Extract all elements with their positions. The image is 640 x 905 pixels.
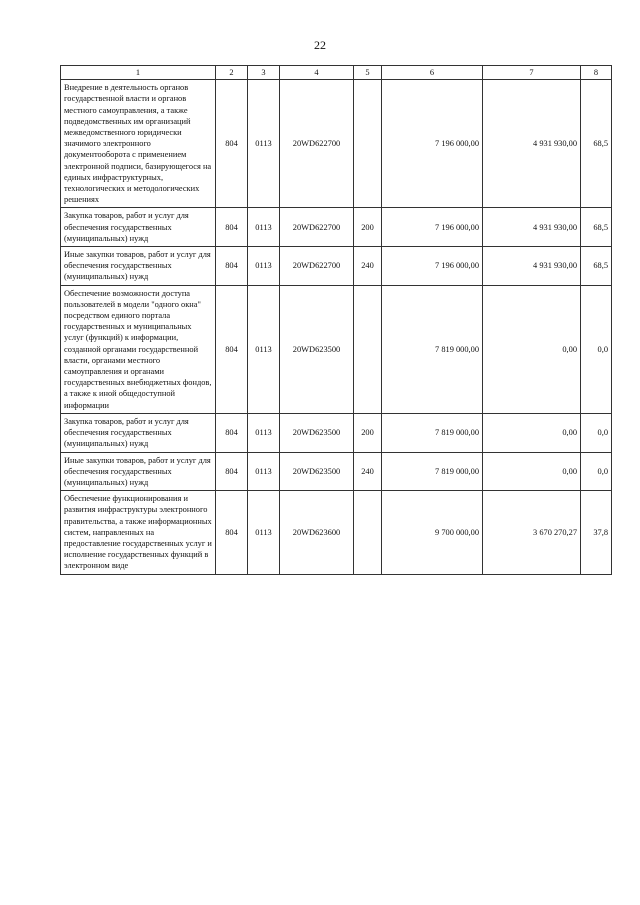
row-grbs: 804 xyxy=(216,80,248,208)
row-expense-type xyxy=(354,285,382,413)
row-section: 0113 xyxy=(248,452,280,491)
row-grbs: 804 xyxy=(216,452,248,491)
row-fact: 0,00 xyxy=(483,285,581,413)
table-row xyxy=(61,491,612,574)
header-row xyxy=(61,66,612,80)
row-fact: 4 931 930,00 xyxy=(483,80,581,208)
column-header: 6 xyxy=(382,66,483,80)
row-grbs: 804 xyxy=(216,208,248,247)
row-expense-type: 240 xyxy=(354,452,382,491)
row-plan: 7 196 000,00 xyxy=(382,247,483,286)
row-grbs: 804 xyxy=(216,285,248,413)
row-plan: 7 819 000,00 xyxy=(382,285,483,413)
row-section: 0113 xyxy=(248,285,280,413)
row-fact: 4 931 930,00 xyxy=(483,247,581,286)
row-target-article: 20WD622700 xyxy=(280,80,354,208)
column-header: 5 xyxy=(354,66,382,80)
column-header: 1 xyxy=(61,66,216,80)
row-percent: 0,0 xyxy=(581,413,612,452)
row-fact: 0,00 xyxy=(483,452,581,491)
row-percent: 68,5 xyxy=(581,208,612,247)
row-expense-type xyxy=(354,491,382,574)
row-percent: 37,8 xyxy=(581,491,612,574)
row-target-article: 20WD623500 xyxy=(280,413,354,452)
page-number: 22 xyxy=(314,38,326,52)
row-percent: 0,0 xyxy=(581,285,612,413)
row-target-article: 20WD622700 xyxy=(280,208,354,247)
column-header: 2 xyxy=(216,66,248,80)
row-plan: 7 819 000,00 xyxy=(382,413,483,452)
row-name: Обеспечение возможности доступа пользователей в модели "одного окна" посредством единого портала государственных и муниципальных услуг (функций) к информации, созданной органами государственной власти, органами местного самоуправления и органами государственных внебюджетных фондов, а также к иной общедоступной информации xyxy=(61,285,216,413)
row-section: 0113 xyxy=(248,80,280,208)
row-name: Внедрение в деятельность органов государственной власти и органов местного самоуправления, а также подведомственных им организаций межведомственного юридически значимого электронного документооборота с применением электронной подписи, базирующегося на единых инфраструктурных, технологических и методологических решениях xyxy=(61,80,216,208)
row-plan: 7 196 000,00 xyxy=(382,80,483,208)
row-section: 0113 xyxy=(248,208,280,247)
table-row xyxy=(61,285,612,413)
row-grbs: 804 xyxy=(216,491,248,574)
row-expense-type: 200 xyxy=(354,208,382,247)
table-row xyxy=(61,80,612,208)
row-name: Иные закупки товаров, работ и услуг для обеспечения государственных (муниципальных) нужд xyxy=(61,452,216,491)
row-plan: 7 196 000,00 xyxy=(382,208,483,247)
column-header: 7 xyxy=(483,66,581,80)
row-name: Закупка товаров, работ и услуг для обеспечения государственных (муниципальных) нужд xyxy=(61,413,216,452)
row-fact: 3 670 270,27 xyxy=(483,491,581,574)
row-target-article: 20WD623600 xyxy=(280,491,354,574)
row-section: 0113 xyxy=(248,491,280,574)
table-row xyxy=(61,247,612,286)
row-percent: 68,5 xyxy=(581,80,612,208)
row-grbs: 804 xyxy=(216,413,248,452)
row-name: Иные закупки товаров, работ и услуг для обеспечения государственных (муниципальных) нужд xyxy=(61,247,216,286)
row-name: Обеспечение функционирования и развития инфраструктуры электронного правительства, а также информационных систем, направленных на предоставление государственных услуг и исполнение государственных функций в электронном виде xyxy=(61,491,216,574)
column-header: 4 xyxy=(280,66,354,80)
row-expense-type: 240 xyxy=(354,247,382,286)
budget-table xyxy=(60,65,612,575)
row-plan: 9 700 000,00 xyxy=(382,491,483,574)
table-row xyxy=(61,413,612,452)
row-percent: 0,0 xyxy=(581,452,612,491)
row-expense-type: 200 xyxy=(354,413,382,452)
row-fact: 4 931 930,00 xyxy=(483,208,581,247)
row-expense-type xyxy=(354,80,382,208)
row-name: Закупка товаров, работ и услуг для обеспечения государственных (муниципальных) нужд xyxy=(61,208,216,247)
table-row xyxy=(61,452,612,491)
row-target-article: 20WD622700 xyxy=(280,247,354,286)
row-target-article: 20WD623500 xyxy=(280,452,354,491)
table-row xyxy=(61,208,612,247)
column-header: 3 xyxy=(248,66,280,80)
row-section: 0113 xyxy=(248,247,280,286)
row-grbs: 804 xyxy=(216,247,248,286)
row-percent: 68,5 xyxy=(581,247,612,286)
row-section: 0113 xyxy=(248,413,280,452)
row-plan: 7 819 000,00 xyxy=(382,452,483,491)
column-header: 8 xyxy=(581,66,612,80)
row-fact: 0,00 xyxy=(483,413,581,452)
row-target-article: 20WD623500 xyxy=(280,285,354,413)
